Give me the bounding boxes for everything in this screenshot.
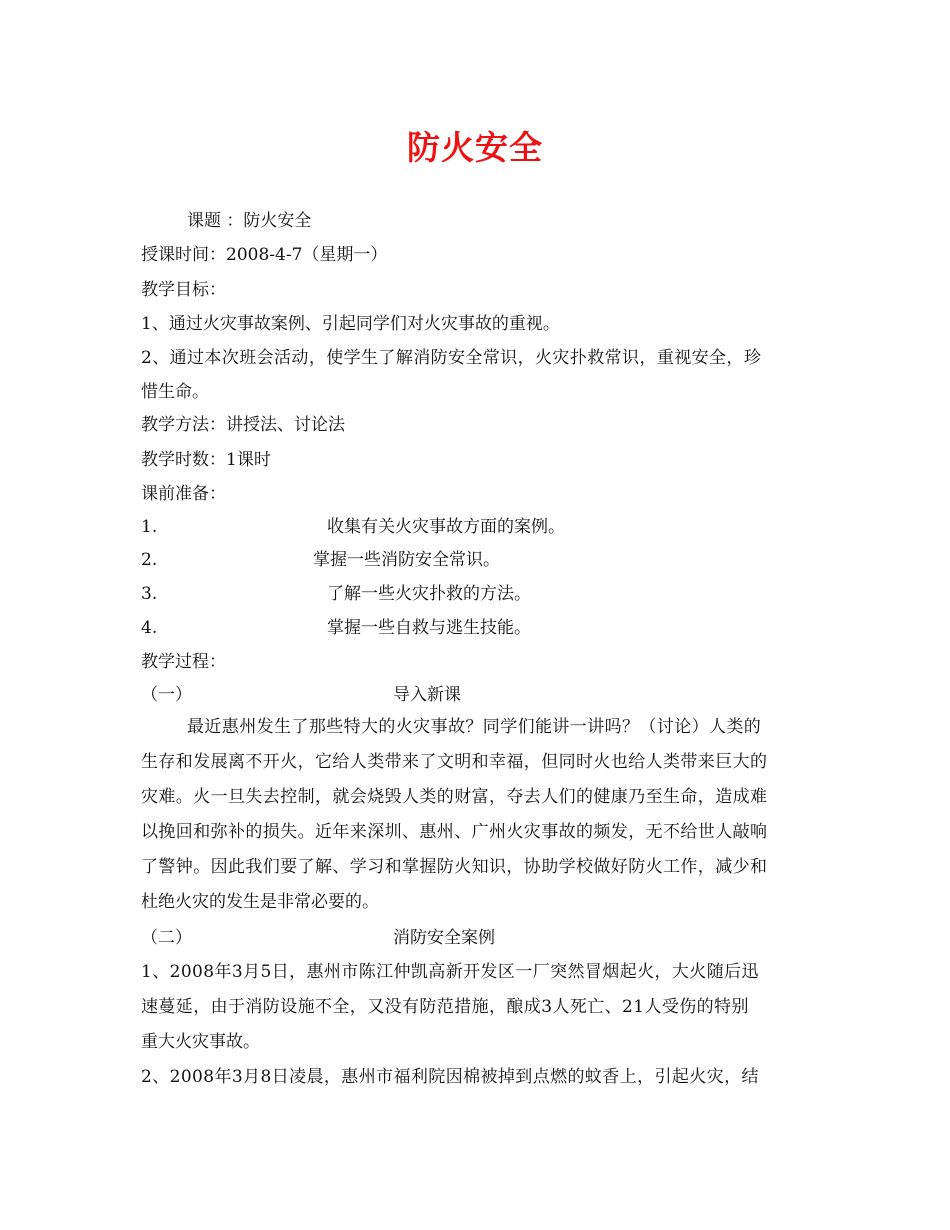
method-line: 教学方法：讲授法、讨论法: [141, 415, 345, 435]
section-1-number: （一）: [141, 685, 192, 705]
case-line: 重大火灾事故。: [141, 1032, 260, 1052]
goal-1: 1、通过火灾事故案例、引起同学们对火灾事故的重视。: [141, 314, 560, 334]
case-line: 2、2008年3月8日凌晨，惠州市福利院因棉被掉到点燃的蚊香上，引起火灾，结: [141, 1067, 759, 1087]
process-heading: 教学过程：: [141, 652, 226, 672]
section-2-number: （二）: [141, 928, 192, 948]
prep-item-text: 掌握一些消防安全常识。: [313, 550, 500, 570]
prep-item-text: 收集有关火灾事故方面的案例。: [327, 517, 565, 537]
section-1-title: 导入新课: [393, 685, 461, 705]
section-2-title: 消防安全案例: [393, 928, 495, 948]
goal-2-line-2: 惜生命。: [141, 382, 209, 402]
course-line: 课题 ：防火安全: [187, 211, 312, 231]
prep-item-text: 掌握一些自救与逃生技能。: [327, 618, 531, 638]
prep-item-number: 1.: [141, 517, 158, 537]
intro-line: 杜绝火灾的发生是非常必要的。: [141, 892, 379, 912]
goals-heading: 教学目标：: [141, 280, 226, 300]
case-line: 1、2008年3月5日，惠州市陈江仲凯高新开发区一厂突然冒烟起火，大火随后迅: [141, 962, 759, 982]
document-title: 防火安全: [407, 128, 543, 167]
case-line: 速蔓延，由于消防设施不全，又没有防范措施，酿成3人死亡、21人受伤的特别: [141, 997, 749, 1017]
prep-item-text: 了解一些火灾扑救的方法。: [327, 584, 531, 604]
intro-line: 以挽回和弥补的损失。近年来深圳、惠州、广州火灾事故的频发，无不给世人敲响: [141, 822, 768, 842]
prep-heading: 课前准备：: [141, 484, 226, 504]
intro-line: 生存和发展离不开火，它给人类带来了文明和幸福，但同时火也给人类带来巨大的: [141, 752, 768, 772]
goal-2-line-1: 2、通过本次班会活动，使学生了解消防安全常识，火灾扑救常识，重视安全，珍: [141, 348, 762, 368]
prep-item-number: 3.: [141, 584, 158, 604]
hours-line: 教学时数：1课时: [141, 450, 271, 470]
time-line: 授课时间：2008-4-7（星期一）: [141, 245, 388, 265]
intro-line: 灾难。火一旦失去控制，就会烧毁人类的财富，夺去人们的健康乃至生命，造成难: [141, 787, 768, 807]
intro-line: 了警钟。因此我们要了解、学习和掌握防火知识，协助学校做好防火工作，减少和: [141, 857, 768, 877]
intro-line: 最近惠州发生了那些特大的火灾事故？同学们能讲一讲吗？（讨论）人类的: [187, 717, 762, 737]
prep-item-number: 4.: [141, 618, 158, 638]
prep-item-number: 2.: [141, 550, 158, 570]
